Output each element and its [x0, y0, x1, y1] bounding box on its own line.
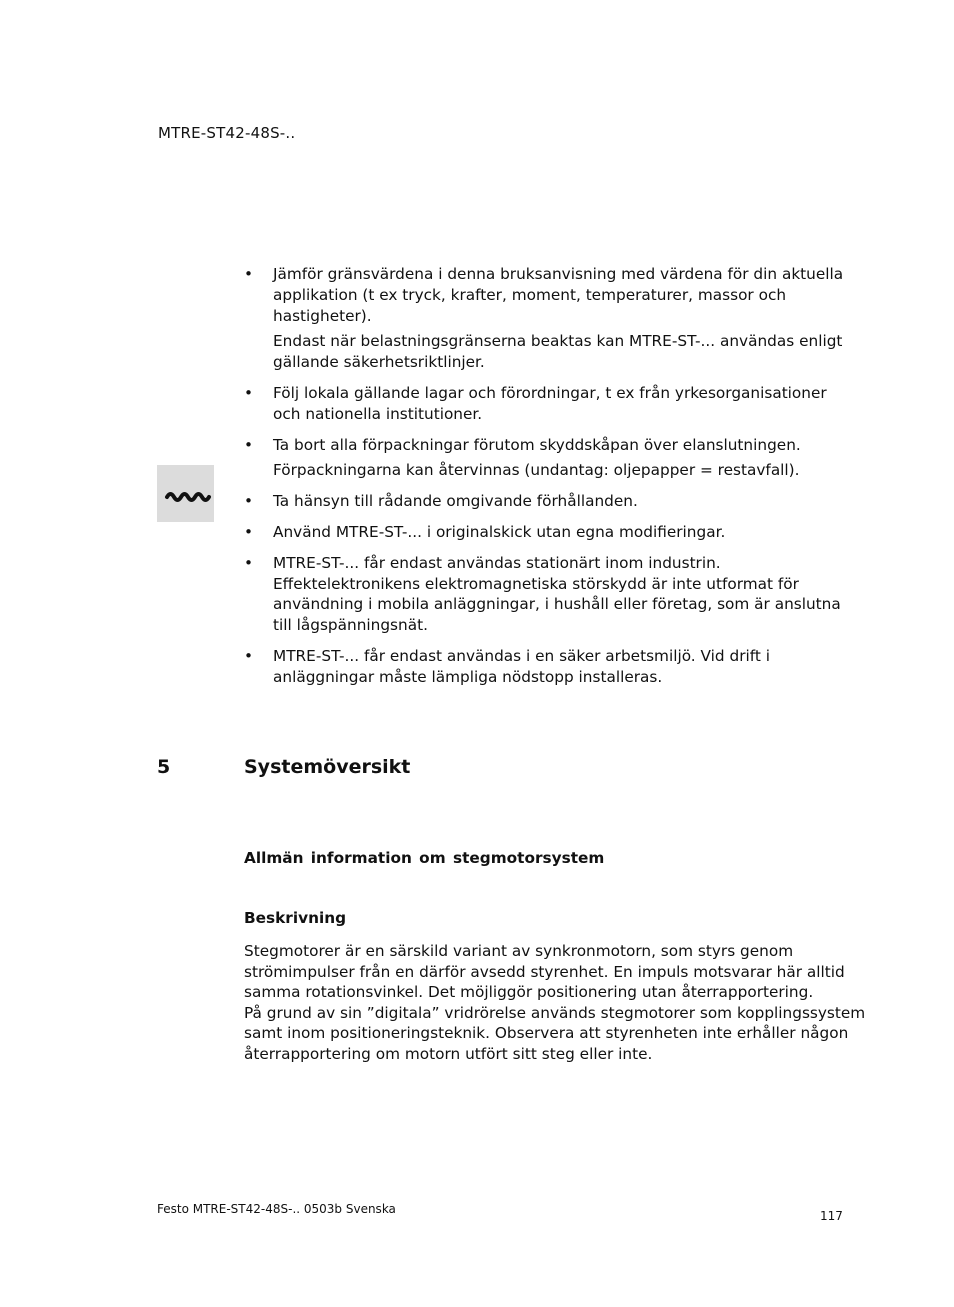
section-title: Systemöversikt — [244, 756, 411, 778]
bullet-marker: • — [244, 383, 254, 402]
list-item-text: Ta hänsyn till rådande omgivande förhållanden. — [273, 492, 638, 511]
list-item — [244, 491, 854, 512]
paragraph-line: samt inom positioneringsteknik. Observera att styrenheten inte erhåller någon — [244, 1024, 849, 1042]
page-number: 117 — [820, 1209, 843, 1223]
safety-bullet-list — [244, 264, 854, 698]
list-item — [244, 383, 854, 425]
list-item-text: Jämför gränsvärdena i denna bruksanvisning med värdena för din aktuella applikation (t ex tryck, krafter, moment, temperaturer, massor och hastigheter). — [273, 265, 844, 325]
paragraph-line: strömimpulser från en därför avsedd styrenhet. En impuls motsvarar här alltid — [244, 962, 845, 981]
list-item-text: Använd MTRE-ST-... i originalskick utan egna modifieringar. — [273, 522, 726, 541]
paragraph-line: På grund av sin ”digitala” vridrörelse används stegmotorer som kopplingssystem — [244, 1003, 866, 1022]
paragraph-line: återrapportering om motorn utfört sitt steg eller inte. — [244, 1044, 653, 1063]
bullet-marker: • — [244, 553, 254, 572]
list-item — [244, 522, 854, 543]
wave-icon — [157, 465, 214, 522]
bullet-marker: • — [244, 435, 254, 454]
list-item — [244, 646, 854, 688]
list-item-text: Ta bort alla förpackningar förutom skyddskåpan över elanslutningen. — [273, 435, 801, 454]
list-item-text: MTRE-ST-... får endast användas stationärt inom industrin. Effektelektronikens elektromagnetiska störskydd är inte utformat för användning i mobila anläggningar, i hushåll eller företag, som är anslutna till lågspänningsnät. — [273, 553, 841, 635]
list-item-text: Följ lokala gällande lagar och förordningar, t ex från yrkesorganisationer och nationella institutioner. — [273, 383, 827, 423]
list-item — [244, 264, 854, 373]
sub-subheading: Beskrivning — [244, 909, 347, 927]
paragraph-line: Stegmotorer är en särskild variant av synkronmotorn, som styrs genom — [244, 942, 794, 960]
list-item — [244, 435, 854, 482]
bullet-marker: • — [244, 265, 254, 283]
subheading: Allmän information om stegmotorsystem — [244, 849, 605, 867]
bullet-marker: • — [244, 646, 254, 665]
list-item-text: MTRE-ST-... får endast användas i en säker arbetsmiljö. Vid drift i anläggningar måste lämpliga nödstopp installeras. — [273, 646, 770, 686]
list-item — [244, 553, 854, 636]
description-paragraph — [244, 941, 866, 1064]
bullet-marker: • — [244, 522, 254, 541]
bullet-marker: • — [244, 492, 254, 511]
list-item-note: Förpackningarna kan återvinnas (undantag: oljepapper = restavfall). — [273, 461, 800, 480]
paragraph-line: samma rotationsvinkel. Det möjliggör positionering utan återrapportering. — [244, 983, 814, 1001]
footer-doc-info: Festo MTRE-ST42-48S-.. 0503b Svenska — [157, 1202, 396, 1216]
environment-note-box — [157, 465, 214, 522]
list-item-note: Endast när belastningsgränserna beaktas kan MTRE-ST-... användas enligt gällande säkerhetsriktlinjer. — [273, 332, 843, 372]
section-number: 5 — [157, 756, 171, 778]
page-header-id: MTRE-ST42-48S-.. — [158, 124, 296, 142]
